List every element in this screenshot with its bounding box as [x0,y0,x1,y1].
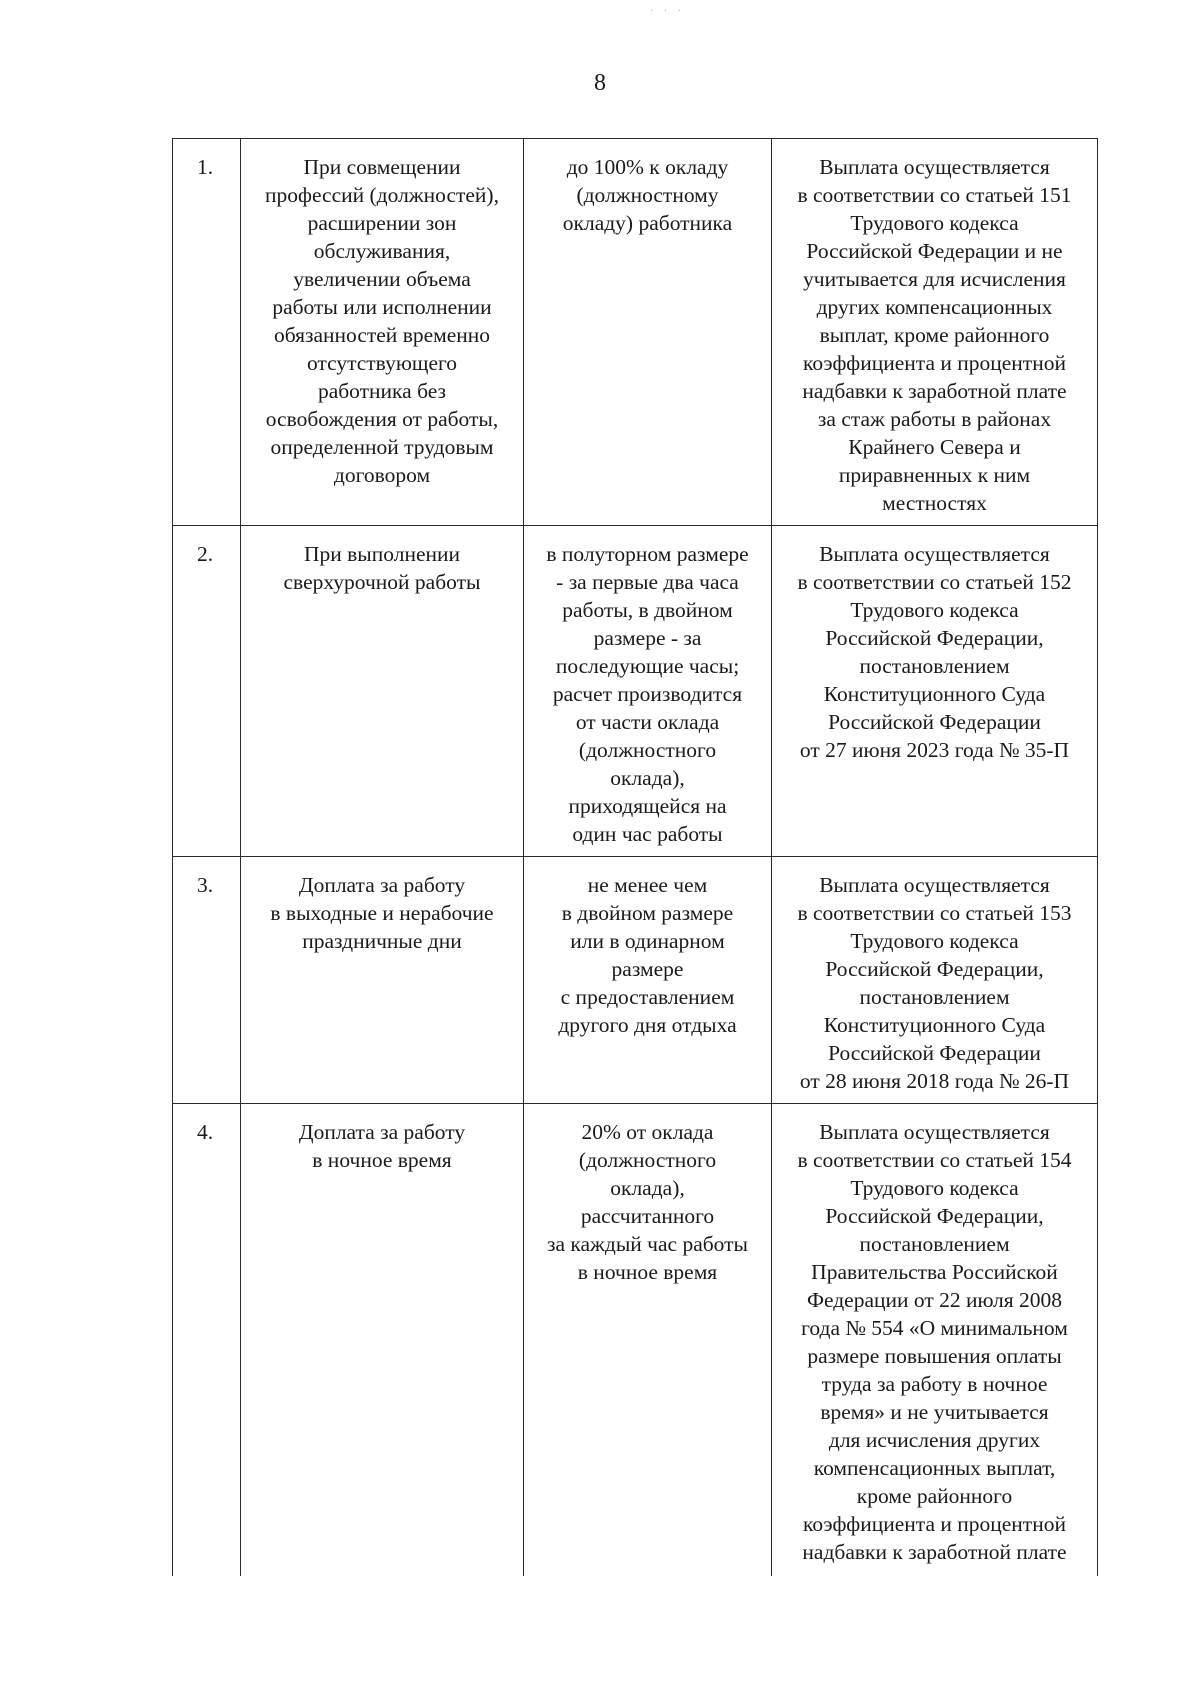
payment-basis [772,1104,1098,1577]
text-line: в ночное время [577,1260,718,1284]
text-line: (должностному [576,183,719,207]
text-line: постановлением [859,1232,1010,1256]
text-line: Доплата за работу [298,873,466,897]
text-line: последующие часы; [555,654,740,678]
text-line: Выплата осуществляется [819,1120,1050,1144]
text-line: Российской Федерации, [825,957,1044,981]
text-line: Федерации от 22 июля 2008 [806,1288,1063,1312]
text-line: в полуторном размере [546,542,749,566]
text-line: выплат, кроме районного [819,323,1050,347]
text-line: Крайнего Севера и [848,435,1021,459]
text-line: в двойном размере [561,901,734,925]
payment-name [241,139,524,526]
text-line: другого дня отдыха [558,1013,737,1037]
text-line: расчет производится [552,682,743,706]
text-line: постановлением [859,985,1010,1009]
text-line: от части оклада [575,710,720,734]
text-line: увеличении объема [293,267,471,291]
text-line: Трудового кодекса [850,211,1019,235]
text-line: в выходные и нерабочие [270,901,494,925]
text-line: При выполнении [303,542,461,566]
payment-name [241,857,524,1104]
text-line: рассчитанного [580,1204,715,1228]
text-line: Российской Федерации, [825,626,1044,650]
text-line: местностях [882,491,987,515]
text-line: При совмещении [303,155,461,179]
text-line: Выплата осуществляется [819,542,1050,566]
text-line: в ночное время [312,1148,452,1172]
text-line: или в одинарном [570,929,725,953]
text-line: за каждый час работы [546,1232,748,1256]
text-line: года № 554 «О минимальном [801,1316,1068,1340]
text-line: до 100% к окладу [566,155,729,179]
text-line: определенной трудовым [270,435,494,459]
text-line: оклада), [610,766,685,790]
text-line: надбавки к заработной плате [802,379,1067,403]
row-number: 3. [173,857,241,1104]
text-line: в соответствии со статьей 151 [797,183,1072,207]
text-line: размере [611,957,684,981]
text-line: Трудового кодекса [850,929,1019,953]
text-line: Российской Федерации [828,1041,1041,1065]
text-line: 20% от оклада [581,1120,714,1144]
text-line: от 28 июня 2018 года № 26-П [799,1069,1070,1093]
table-row [173,1104,1098,1577]
text-line: учитывается для исчисления [803,267,1066,291]
text-line: постановлением [859,654,1010,678]
text-line: Правительства Российской [811,1260,1058,1284]
text-line: расширении зон [307,211,457,235]
text-line: Трудового кодекса [850,1176,1019,1200]
row-number: 2. [173,526,241,857]
text-line: труда за работу в ночное [821,1372,1048,1396]
text-line: - за первые два часа [556,570,739,594]
payment-size [524,1104,772,1577]
text-line: для исчисления других [828,1428,1041,1452]
text-line: Российской Федерации и не [806,239,1063,263]
page-number: 8 [594,70,606,96]
text-line: профессий (должностей), [265,183,499,207]
text-line: освобождения от работы, [265,407,499,431]
payment-basis [772,857,1098,1104]
payment-basis [772,139,1098,526]
text-line: работника без [317,379,447,403]
text-line: Конституционного Суда [823,1013,1046,1037]
text-line: размере - за [593,626,702,650]
text-line: коэффициента и процентной [803,1512,1066,1536]
payment-size [524,139,772,526]
text-line: Российской Федерации, [825,1204,1044,1228]
row-number: 1. [173,139,241,526]
text-line: приходящейся на [568,794,727,818]
text-line: размере повышения оплаты [807,1344,1062,1368]
text-line: (должностного [578,738,717,762]
text-line: Трудового кодекса [850,598,1019,622]
payment-name [241,1104,524,1577]
payment-name [241,526,524,857]
text-line: Выплата осуществляется [819,873,1050,897]
text-line: окладу) работника [562,211,733,235]
text-line: в соответствии со статьей 152 [797,570,1072,594]
text-line: Российской Федерации [828,710,1041,734]
text-line: работы или исполнении [272,295,492,319]
text-line: оклада), [610,1176,685,1200]
text-line: обязанностей временно [273,323,491,347]
text-line: праздничные дни [302,929,462,953]
text-line: в соответствии со статьей 154 [797,1148,1072,1172]
scan-artifact: · · · [650,6,685,17]
text-line: коэффициента и процентной [803,351,1066,375]
text-line: кроме районного [856,1484,1013,1508]
text-line: обслуживания, [313,239,451,263]
text-line: компенсационных выплат, [813,1456,1056,1480]
text-line: Конституционного Суда [823,682,1046,706]
row-number: 4. [173,1104,241,1577]
text-line: один час работы [572,822,723,846]
text-line: за стаж работы в районах [817,407,1052,431]
text-line: Доплата за работу [298,1120,466,1144]
text-line: сверхурочной работы [283,570,481,594]
text-line: время» и не учитывается [820,1400,1049,1424]
text-line: в соответствии со статьей 153 [797,901,1072,925]
text-line: приравненных к ним [838,463,1031,487]
table-row [173,857,1098,1104]
text-line: договором [333,463,431,487]
payment-size [524,526,772,857]
table-row [173,139,1098,526]
text-line: работы, в двойном [562,598,733,622]
text-line: отсутствующего [306,351,458,375]
text-line: (должностного [578,1148,717,1172]
text-line: других компенсационных [816,295,1053,319]
text-line: надбавки к заработной плате [802,1540,1067,1564]
text-line: с предоставлением [560,985,735,1009]
text-line: не менее чем [587,873,708,897]
payment-basis [772,526,1098,857]
payments-table [172,138,1098,1576]
payment-size [524,857,772,1104]
text-line: от 27 июня 2023 года № 35-П [799,738,1070,762]
text-line: Выплата осуществляется [819,155,1050,179]
table-row [173,526,1098,857]
